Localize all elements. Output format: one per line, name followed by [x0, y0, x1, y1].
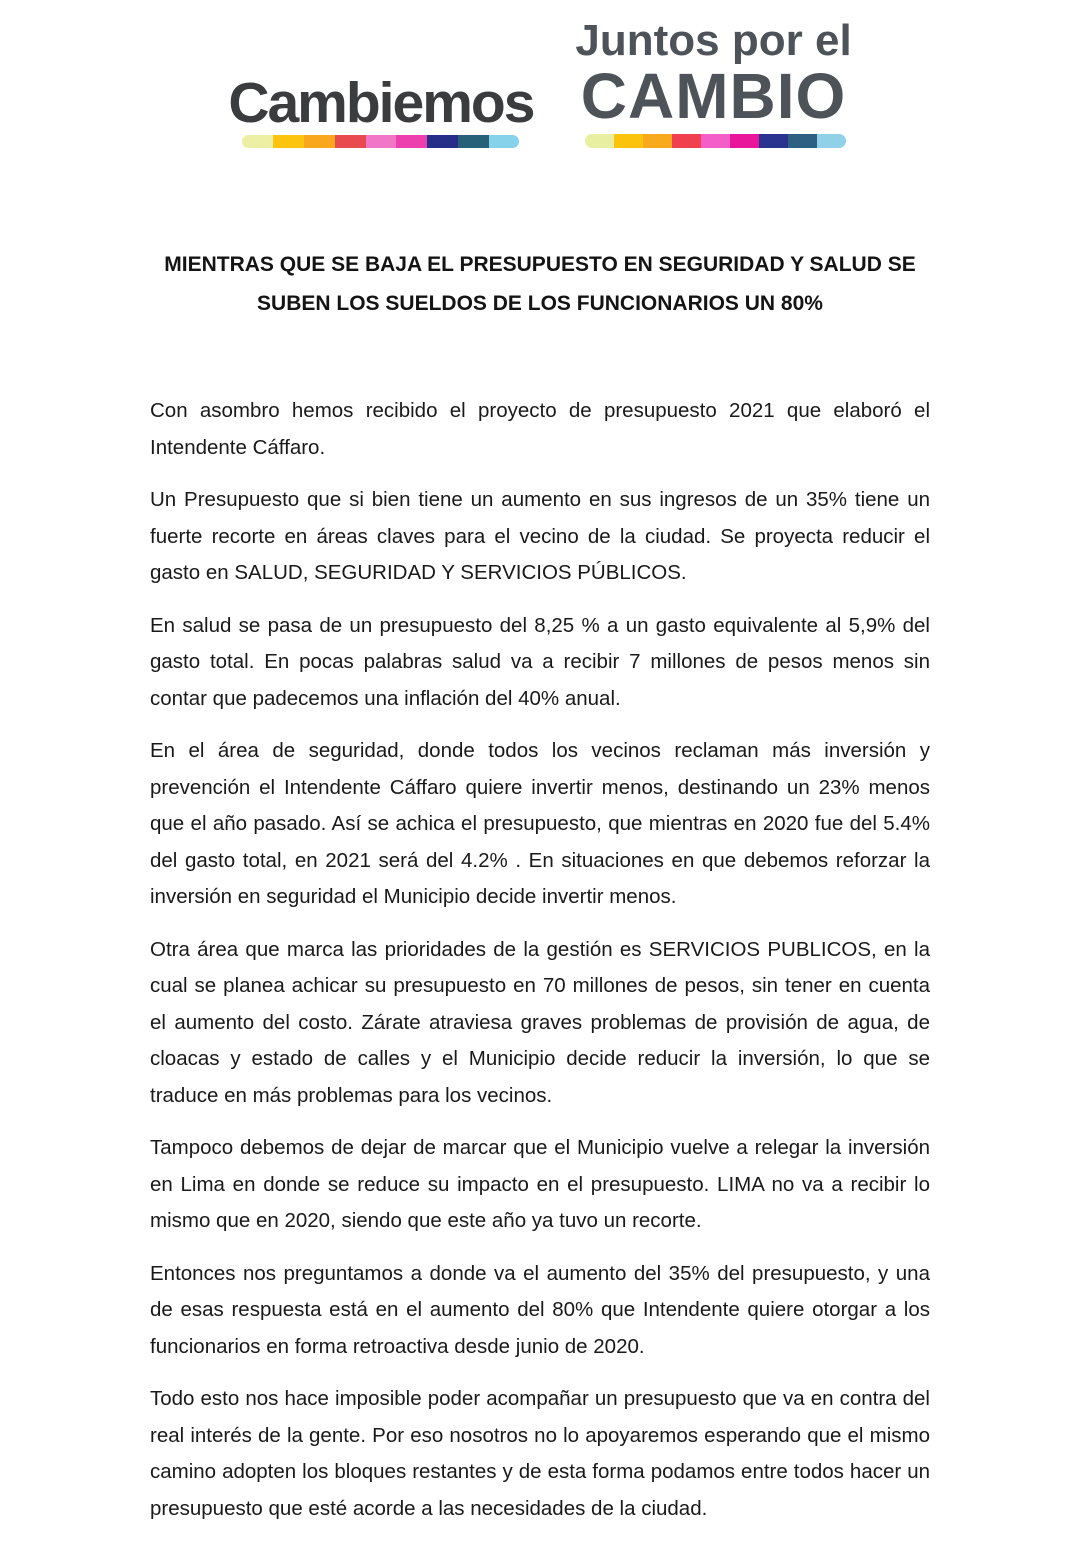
paragraph-servicios-publicos: Otra área que marca las prioridades de la gestión es SERVICIOS PUBLICOS, en la cual se planea achicar su presupuesto en 70 millones de pesos, sin tener en cuenta el aumento del costo. Zárate atraviesa graves problemas de provisión de agua, de cloacas y estado de calles y el Municipio decide reducir la inversión, lo que se traduce en más problemas para los vecinos.	[150, 937, 930, 1107]
stripe-segment	[458, 135, 489, 148]
paragraph-seguridad: En el área de seguridad, donde todos los vecinos reclaman más inversión y prevención el Intendente Cáffaro quiere invertir menos, destinando un 23% menos que el año pasado. Así se achica el presupuesto, que mientras en 2020 fue del 5.4% del gasto total, en 2021 será del 4.2% . En situaciones en que debemos reforzar la inversión en seguridad el Municipio decide invertir menos.	[150, 739, 930, 908]
stripe-segment	[672, 134, 701, 148]
stripe-segment	[396, 135, 427, 148]
document-title	[150, 245, 930, 323]
paragraph-intro: Con asombro hemos recibido el proyecto de presupuesto 2021 que elaboró el Intendente Cáffaro.	[150, 399, 930, 459]
juntos-logo-line1: Juntos por el	[575, 15, 852, 65]
cambiemos-logo	[228, 71, 534, 148]
paragraph-lima: Tampoco debemos de dejar de marcar que el Municipio vuelve a relegar la inversión en Lima en donde se reduce su impacto en el presupuesto. LIMA no va a recibir lo mismo que en 2020, siendo que este año ya tuvo un recorte.	[150, 1136, 930, 1232]
stripe-segment	[427, 135, 458, 148]
cambiemos-logo-text: Cambiemos	[228, 71, 534, 135]
stripe-segment	[788, 134, 817, 148]
header-logos	[0, 0, 1080, 148]
stripe-segment	[759, 134, 788, 148]
stripe-segment	[489, 135, 520, 148]
paragraph-aumento-funcionarios: Entonces nos preguntamos a donde va el aumento del 35% del presupuesto, y una de esas respuesta está en el aumento del 80% que Intendente quiere otorgar a los funcionarios en forma retroactiva desde junio de 2020.	[150, 1261, 930, 1358]
stripe-segment	[643, 134, 672, 148]
stripe-segment	[730, 134, 759, 148]
stripe-segment	[366, 135, 397, 148]
paragraph-cierre: Todo esto nos hace imposible poder acompañar un presupuesto que va en contra del real interés de la gente. Por eso nosotros no lo apoyaremos esperando que el mismo camino adopten los bloques restantes y de esta forma podamos entre todos hacer un presupuesto que esté acorde a las necesidades de la ciudad.	[150, 1387, 930, 1520]
title-line-1: MIENTRAS QUE SE BAJA EL PRESUPUESTO EN SEGURIDAD Y SALUD SE	[164, 253, 916, 276]
title-line-2: SUBEN LOS SUELDOS DE LOS FUNCIONARIOS UN 80%	[257, 292, 823, 315]
stripe-segment	[817, 134, 846, 148]
document-content	[0, 245, 1080, 1527]
juntos-color-stripe	[585, 134, 845, 148]
stripe-segment	[585, 134, 614, 148]
juntos-por-el-cambio-logo	[575, 15, 852, 148]
stripe-segment	[614, 134, 643, 148]
stripe-segment	[242, 135, 273, 148]
stripe-segment	[335, 135, 366, 148]
paragraph-salud: En salud se pasa de un presupuesto del 8,25 % a un gasto equivalente al 5,9% del gasto total. En pocas palabras salud va a recibir 7 millones de pesos menos sin contar que padecemos una inflación del 40% anual.	[150, 613, 930, 710]
stripe-segment	[273, 135, 304, 148]
juntos-logo-line2: CAMBIO	[580, 60, 847, 132]
cambiemos-color-stripe	[242, 135, 519, 148]
document-body	[150, 393, 930, 1527]
stripe-segment	[701, 134, 730, 148]
stripe-segment	[304, 135, 335, 148]
paragraph-presupuesto: Un Presupuesto que si bien tiene un aumento en sus ingresos de un 35% tiene un fuerte recorte en áreas claves para el vecino de la ciudad. Se proyecta reducir el gasto en SALUD, SEGURIDAD Y SERVICIOS PÚBLICOS.	[150, 488, 930, 584]
